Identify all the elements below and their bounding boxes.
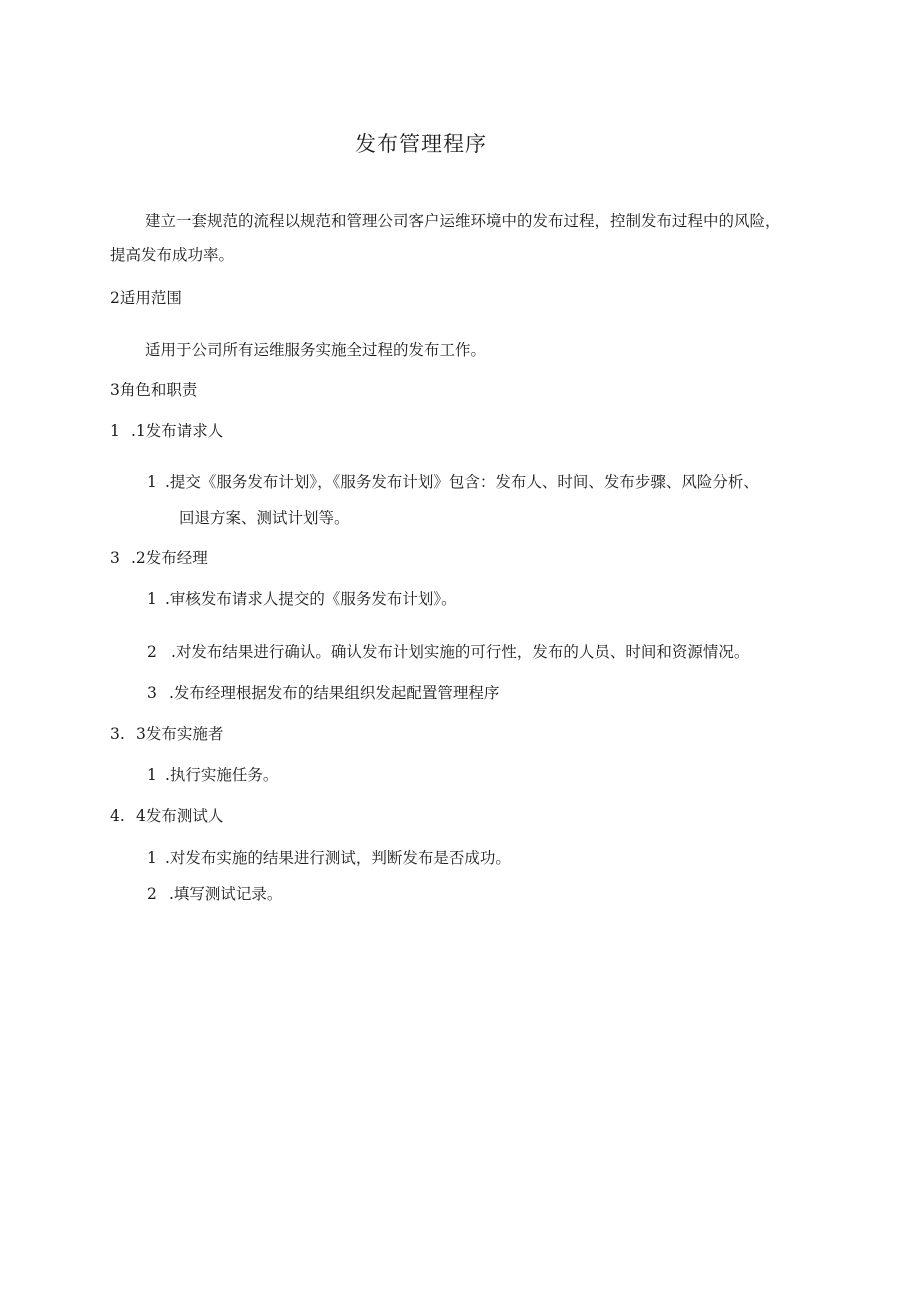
tester-item-2 (147, 884, 282, 904)
section-number: 3. (110, 725, 125, 743)
roles-heading: 3角色和职责 (110, 381, 198, 399)
section-number: 1 (110, 422, 120, 440)
tester-heading-row (110, 806, 223, 826)
scope-heading: 2适用范围 (110, 289, 182, 307)
manager-item-3 (147, 683, 499, 703)
item-text: .执行实施任务。 (165, 766, 279, 784)
item-text: .发布经理根据发布的结果组织发起配置管理程序 (169, 684, 500, 702)
item-number: 1 (147, 849, 157, 867)
section-number: 3 (110, 549, 120, 567)
item-number: 2 (147, 643, 157, 661)
manager-item-2 (147, 642, 749, 662)
intro-line-2: 提高发布成功率。 (110, 246, 235, 264)
tester-item-1 (147, 848, 511, 868)
item-number: 1 (147, 473, 157, 491)
item-number: 1 (147, 766, 157, 784)
implementer-item-1 (147, 765, 278, 785)
item-number: 2 (147, 885, 157, 903)
item-text: .对发布结果进行确认。确认发布计划实施的可行性，发布的人员、时间和资源情况。 (171, 643, 750, 661)
requester-item-1-line-2: 回退方案、测试计划等。 (179, 509, 350, 527)
item-text: .对发布实施的结果进行测试，判断发布是否成功。 (165, 849, 511, 867)
item-text: .填写测试记录。 (169, 885, 283, 903)
intro-line-1: 建立一套规范的流程以规范和管理公司客户运维环境中的发布过程，控制发布过程中的风险， (145, 212, 781, 230)
item-text: .审核发布请求人提交的《服务发布计划》。 (165, 590, 457, 608)
item-text: .提交《服务发布计划》，《服务发布计划》包含：发布人、时间、发布步骤、风险分析、 (165, 473, 759, 491)
section-number: 4. (110, 807, 125, 825)
item-number: 3 (147, 684, 157, 702)
implementer-heading-row (110, 724, 223, 744)
item-number: 1 (147, 590, 157, 608)
implementer-heading: 3发布实施者 (136, 725, 224, 743)
manager-heading-row (110, 548, 208, 568)
manager-item-1 (147, 589, 457, 609)
requester-item-1-line-1 (147, 472, 759, 492)
requester-heading-row (110, 421, 223, 441)
scope-text: 适用于公司所有运维服务实施全过程的发布工作。 (145, 341, 487, 359)
tester-heading: 4发布测试人 (136, 807, 224, 825)
requester-heading: .1发布请求人 (131, 422, 224, 440)
manager-heading: .2发布经理 (131, 549, 208, 567)
document-title: 发布管理程序 (355, 132, 487, 156)
